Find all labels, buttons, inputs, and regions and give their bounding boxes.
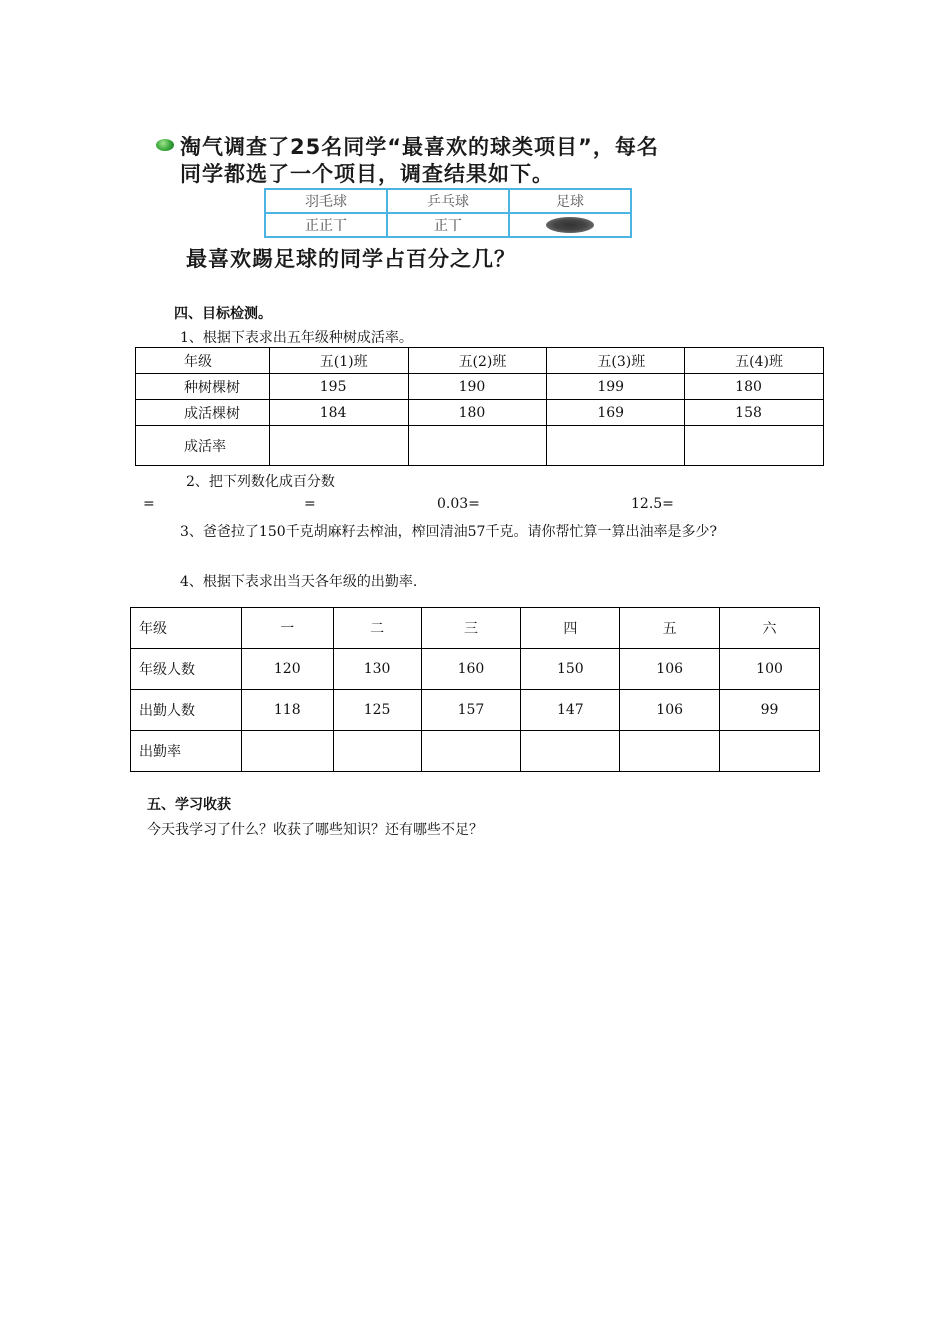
table-cell: 100 xyxy=(720,649,820,690)
table-cell: 158 xyxy=(685,400,824,426)
table-cell: 二 xyxy=(333,608,421,649)
table-cell: 180 xyxy=(685,374,824,400)
table-row xyxy=(136,400,824,426)
section5-text: 今天我学习了什么？收获了哪些知识？还有哪些不足？ xyxy=(147,822,483,838)
conversion-item: = xyxy=(143,496,155,512)
table-cell: 130 xyxy=(333,649,421,690)
table-cell: 180 xyxy=(408,400,547,426)
survey-tally-cell-obscured xyxy=(509,213,631,237)
answer-cell[interactable] xyxy=(408,426,547,466)
table-cell: 三 xyxy=(421,608,521,649)
survey-table xyxy=(264,188,632,238)
table-cell: 五(4)班 xyxy=(685,348,824,374)
survey-header-row xyxy=(265,189,631,213)
answer-cell[interactable] xyxy=(421,731,521,772)
ink-blot xyxy=(546,217,594,233)
table-cell: 六 xyxy=(720,608,820,649)
table-cell: 169 xyxy=(547,400,685,426)
survey-intro-line1: 淘气调查了25名同学“最喜欢的球类项目”，每名 xyxy=(180,135,659,159)
table-row xyxy=(131,608,820,649)
conversion-item: 0.03= xyxy=(437,496,480,512)
question-3: 3、爸爸拉了150千克胡麻籽去榨油，榨回清油57千克。请你帮忙算一算出油率是多少? xyxy=(180,524,717,540)
attendance-table xyxy=(130,607,820,772)
table-cell: 五 xyxy=(620,608,720,649)
table-cell: 106 xyxy=(620,649,720,690)
table-cell: 年级 xyxy=(136,348,270,374)
survey-question: 最喜欢踢足球的同学占百分之几？ xyxy=(186,247,516,271)
table-cell: 年级 xyxy=(131,608,242,649)
table-cell: 四 xyxy=(521,608,620,649)
table-cell: 150 xyxy=(521,649,620,690)
survey-header-cell: 羽毛球 xyxy=(265,189,387,213)
answer-cell[interactable] xyxy=(241,731,333,772)
question-2: 2、把下列数化成百分数 xyxy=(186,474,335,490)
conversion-item: 12.5= xyxy=(631,496,674,512)
survey-header-cell: 足球 xyxy=(509,189,631,213)
planting-table xyxy=(135,347,824,466)
table-cell: 195 xyxy=(269,374,408,400)
table-cell: 成活棵树 xyxy=(136,400,270,426)
table-cell: 成活率 xyxy=(136,426,270,466)
table-cell: 147 xyxy=(521,690,620,731)
table-row xyxy=(131,731,820,772)
table-cell: 125 xyxy=(333,690,421,731)
answer-cell[interactable] xyxy=(720,731,820,772)
table-cell: 五(2)班 xyxy=(408,348,547,374)
section5-title: 五、学习收获 xyxy=(147,797,231,813)
table-cell: 106 xyxy=(620,690,720,731)
answer-cell[interactable] xyxy=(620,731,720,772)
table-row xyxy=(136,426,824,466)
bullet-icon xyxy=(156,139,174,151)
survey-tally-cell: 正丅 xyxy=(387,213,509,237)
survey-tally-row xyxy=(265,213,631,237)
table-cell: 184 xyxy=(269,400,408,426)
table-cell: 五(3)班 xyxy=(547,348,685,374)
survey-intro-line2: 同学都选了一个项目，调查结果如下。 xyxy=(180,162,554,186)
table-cell: 199 xyxy=(547,374,685,400)
table-cell: 五(1)班 xyxy=(269,348,408,374)
table-cell: 种树棵树 xyxy=(136,374,270,400)
table-cell: 年级人数 xyxy=(131,649,242,690)
table-cell: 160 xyxy=(421,649,521,690)
table-cell: 190 xyxy=(408,374,547,400)
table-cell: 118 xyxy=(241,690,333,731)
table-cell: 120 xyxy=(241,649,333,690)
table-row xyxy=(131,649,820,690)
survey-tally-cell: 正正丅 xyxy=(265,213,387,237)
answer-cell[interactable] xyxy=(521,731,620,772)
answer-cell[interactable] xyxy=(685,426,824,466)
table-cell: 出勤人数 xyxy=(131,690,242,731)
question-4: 4、根据下表求出当天各年级的出勤率. xyxy=(180,574,418,590)
table-cell: 99 xyxy=(720,690,820,731)
answer-cell[interactable] xyxy=(547,426,685,466)
table-cell: 一 xyxy=(241,608,333,649)
conversion-item: = xyxy=(304,496,316,512)
survey-header-cell: 乒乓球 xyxy=(387,189,509,213)
table-row xyxy=(136,348,824,374)
table-row xyxy=(136,374,824,400)
section4-title: 四、目标检测。 xyxy=(174,306,272,322)
table-cell: 157 xyxy=(421,690,521,731)
table-row xyxy=(131,690,820,731)
answer-cell[interactable] xyxy=(269,426,408,466)
table-cell: 出勤率 xyxy=(131,731,242,772)
question-1: 1、根据下表求出五年级种树成活率。 xyxy=(180,330,413,346)
answer-cell[interactable] xyxy=(333,731,421,772)
